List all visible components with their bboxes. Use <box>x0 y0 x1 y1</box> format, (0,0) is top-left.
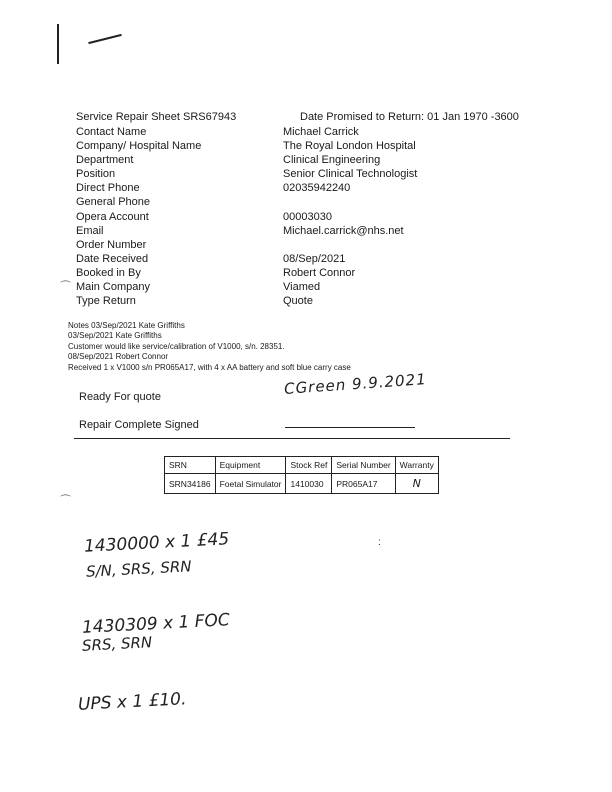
field-label: Type Return <box>76 295 136 308</box>
field-label: Position <box>76 168 116 181</box>
field-value: Clinical Engineering <box>283 154 381 167</box>
table-cell: 1410030 <box>286 474 332 494</box>
field-value: Senior Clinical Technologist <box>283 168 418 181</box>
field-label: General Phone <box>76 196 150 209</box>
field-label: Contact Name <box>76 126 147 138</box>
table-row <box>165 474 439 494</box>
field-label: Email <box>76 224 104 237</box>
field-value <box>283 238 417 252</box>
table-cell: Foetal Simulator <box>215 474 286 494</box>
handwritten-note: SRS, SRN <box>81 633 153 655</box>
table-header: Warranty <box>395 457 438 474</box>
ready-signature: CGreen 9.9.2021 <box>283 370 428 398</box>
table-cell: SRN34186 <box>165 474 216 494</box>
scan-bracket-mark: ⌒ <box>60 495 71 507</box>
field-values <box>283 125 417 308</box>
note-line: 08/Sep/2021 Robert Connor <box>68 352 169 362</box>
field-value: Michael.carrick@nhs.net <box>283 224 404 237</box>
field-value: Quote <box>283 295 313 308</box>
handwritten-note: S/N, SRS, SRN <box>85 557 192 581</box>
field-label: Main Company <box>76 281 150 294</box>
field-value: Viamed <box>283 281 321 294</box>
field-label: Booked in By <box>76 266 141 279</box>
scan-dot-mark: : <box>378 537 381 548</box>
field-value <box>283 195 417 209</box>
field-label: Opera Account <box>76 210 149 223</box>
handwritten-note: 1430000 x 1 £45 <box>83 529 230 557</box>
table-header: Equipment <box>215 457 286 474</box>
field-label: Company/ Hospital Name <box>76 140 202 153</box>
sheet-title: Service Repair Sheet SRS67943 <box>76 111 237 123</box>
note-line: 03/Sep/2021 Kate Griffiths <box>68 331 162 341</box>
date-promised: Date Promised to Return: 01 Jan 1970 -3600 <box>300 111 519 123</box>
ready-for-quote-label: Ready For quote <box>79 391 161 403</box>
table-cell: PR065A17 <box>332 474 395 494</box>
margin-pen-mark <box>57 24 59 64</box>
field-value: Robert Connor <box>283 266 356 279</box>
scan-bracket-mark: ⌒ <box>60 281 71 293</box>
field-label: Direct Phone <box>76 182 140 195</box>
table-header: SRN <box>165 457 216 474</box>
repair-complete-label: Repair Complete Signed <box>79 419 199 431</box>
field-value: The Royal London Hospital <box>283 140 416 153</box>
field-label: Date Received <box>76 252 149 265</box>
table-header: Serial Number <box>332 457 395 474</box>
field-label: Department <box>76 154 134 167</box>
section-divider <box>74 438 510 439</box>
notes-block <box>68 321 351 373</box>
table-cell: N <box>395 474 438 494</box>
handwritten-note: 1430309 x 1 FOC <box>81 610 231 638</box>
field-value: 08/Sep/2021 <box>283 252 346 265</box>
field-labels <box>76 125 201 308</box>
field-value: Michael Carrick <box>283 126 359 138</box>
note-line: Customer would like service/calibration of V1000, s/n. 28351. <box>68 341 285 351</box>
field-value: 00003030 <box>283 210 332 223</box>
table-header: Stock Ref <box>286 457 332 474</box>
field-label: Order Number <box>76 238 147 251</box>
signature-line <box>285 427 415 428</box>
table-header-row <box>165 457 439 474</box>
equipment-table <box>164 456 439 494</box>
note-line: Received 1 x V1000 s/n PR065A17, with 4 x AA battery and soft blue carry case <box>68 362 351 372</box>
margin-pen-dash <box>88 34 121 44</box>
handwritten-note: UPS x 1 £10. <box>77 689 187 715</box>
field-value: 02035942240 <box>283 182 351 195</box>
note-line: Notes 03/Sep/2021 Kate Griffiths <box>68 321 185 330</box>
